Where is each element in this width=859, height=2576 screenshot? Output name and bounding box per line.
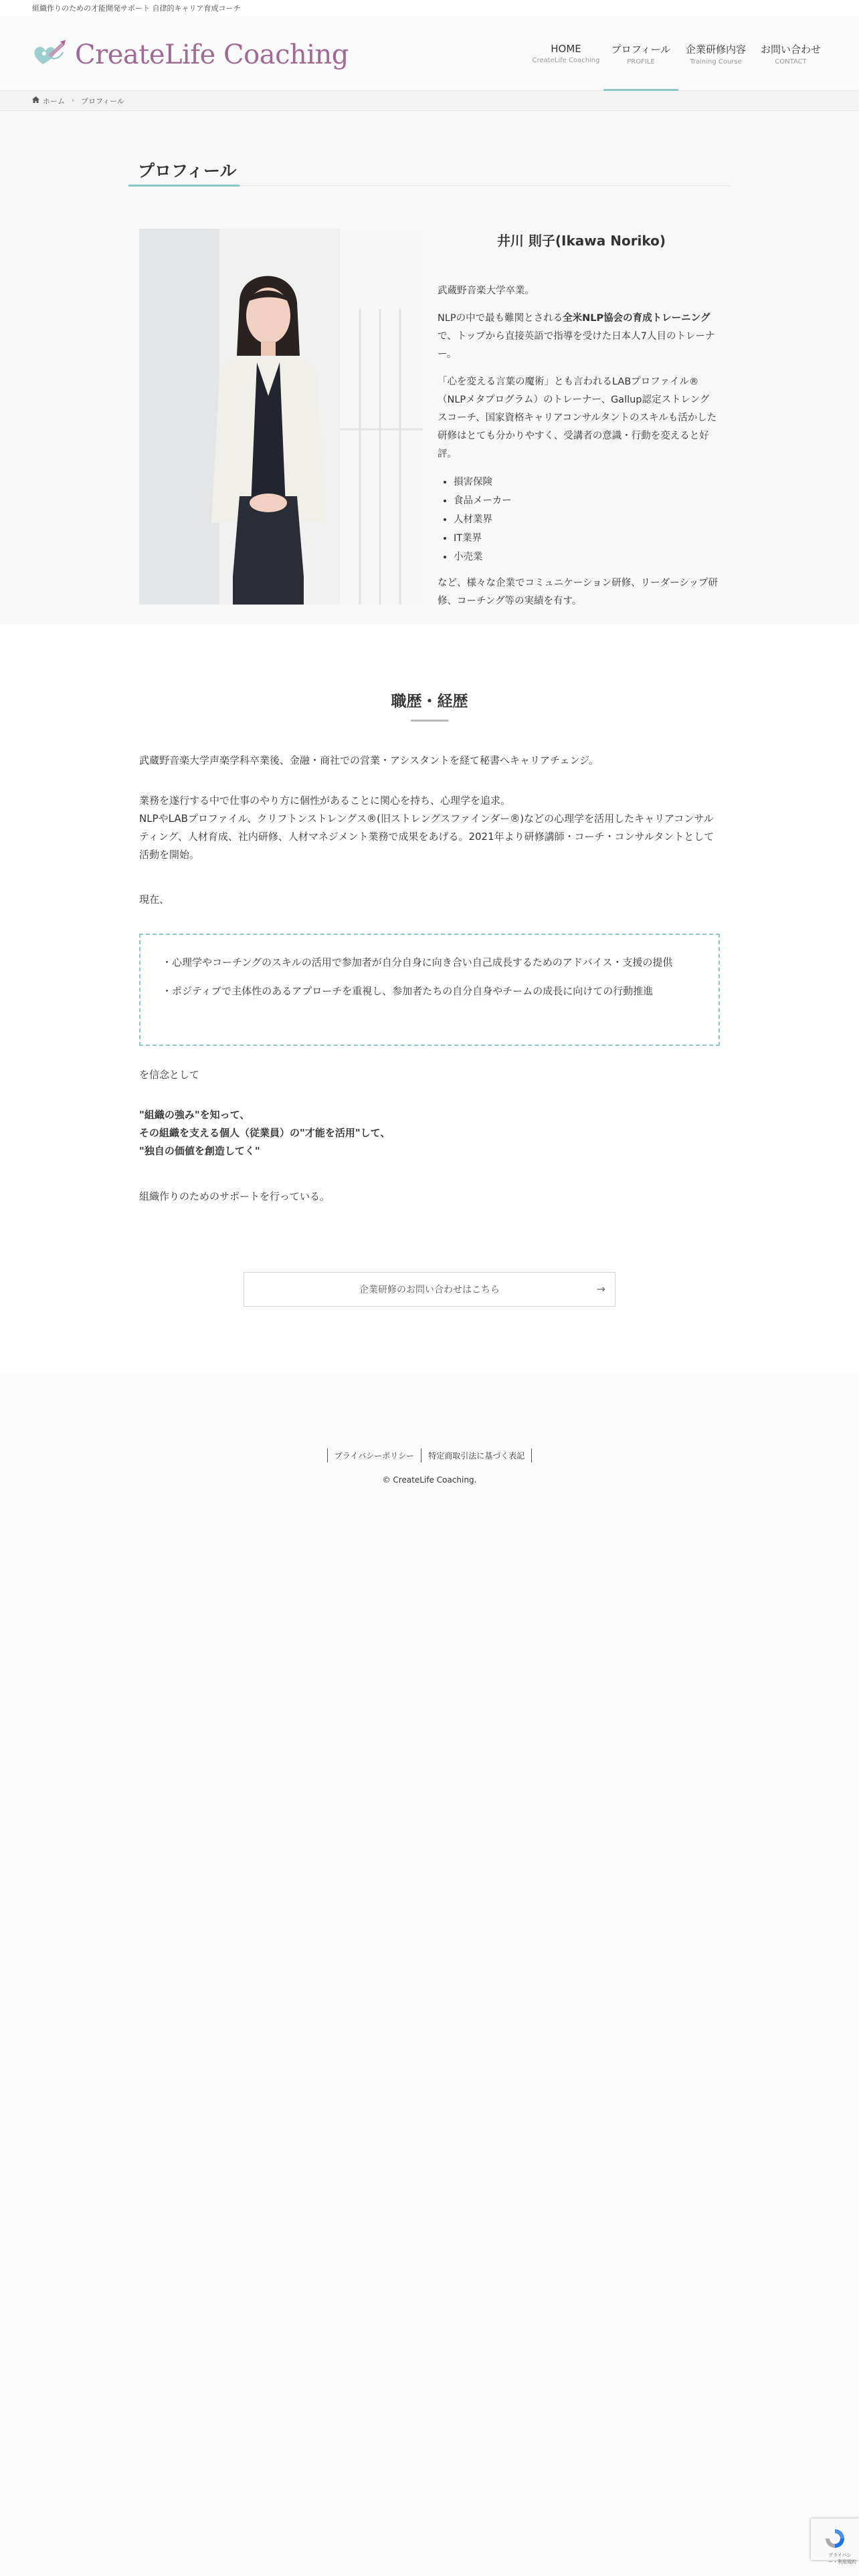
tagline: 組織作りのための才能開発サポート 自律的キャリア育成コーチ xyxy=(32,4,241,13)
nav-sublabel: PROFILE xyxy=(627,58,655,66)
profile-lab: 「心を変える言葉の魔術」とも言われるLABプロファイル®（NLPメタプログラム）のトレーナー、Gallup認定ストレングスコーチ、国家資格キャリアコンサルタントのスキルも活かした研修はとても分かりやすく、受講者の意識・行動を変えると好評。 xyxy=(438,377,717,459)
career-p3: 現在、 xyxy=(139,893,170,905)
title-underline xyxy=(128,185,240,187)
career-p2-line2: NLPやLABプロファイル、クリフトンストレングス®(旧ストレングスファインダー®)などの心理学を活用したキャリアコンサルティング、人材育成、社内研修、人材マネジメント業務で成果をあげる。2021年より研修講師・コーチ・コンサルタントとして活動を開始。 xyxy=(139,813,714,861)
breadcrumb xyxy=(0,91,859,111)
nav-training[interactable] xyxy=(678,16,753,91)
career-p2-line1: 業務を遂行する中で仕事のやり方に個性があることに関心を持ち、心理学を追求。 xyxy=(139,794,511,807)
bold-line: "独自の価値を創造してく" xyxy=(139,1145,260,1157)
recaptcha-icon xyxy=(823,2527,847,2551)
recaptcha-badge[interactable] xyxy=(811,2518,859,2565)
nav-contact[interactable] xyxy=(753,16,828,91)
top-tagline-bar xyxy=(0,0,859,16)
bold-text: 全米NLP協会の育成トレーニング xyxy=(563,313,710,324)
main-nav xyxy=(529,16,828,91)
logo-icon xyxy=(31,37,70,72)
nav-label: HOME xyxy=(551,43,581,55)
bold-line: その組織を支える個人（従業員）の"才能を活用"して、 xyxy=(139,1127,391,1139)
career-title-underline xyxy=(411,720,448,722)
career-p1: 武蔵野音楽大学声楽学科卒業後、金融・商社での営業・アシスタントを経て秘書へキャリアチェンジ。 xyxy=(139,754,599,766)
industry-list xyxy=(454,473,719,566)
nav-profile[interactable] xyxy=(603,16,678,91)
list-item: • 小売業 xyxy=(454,548,719,566)
page-title: プロフィール xyxy=(138,161,237,181)
profile-education: 武蔵野音楽大学卒業。 xyxy=(438,286,535,296)
text: NLPの中で最も難関とされる xyxy=(438,313,563,324)
nav-sublabel: CONTACT xyxy=(775,58,807,66)
career-p2 xyxy=(139,792,721,864)
nav-home[interactable] xyxy=(529,16,603,91)
profile-achievements: など、様々な企業でコミュニケーション研修、リーダーシップ研修、コーチング等の実績を有す。 xyxy=(438,578,719,607)
nav-label: 企業研修内容 xyxy=(685,43,746,56)
text: で、トップから直接英語で指導を受けた日本人7人目のトレーナー。 xyxy=(438,331,715,360)
list-item: • 損害保険 xyxy=(454,473,719,492)
commercial-law-link[interactable]: 特定商取引法に基づく表記 xyxy=(421,1448,532,1463)
nav-sublabel: Training Course xyxy=(690,58,742,66)
profile-nlp xyxy=(438,310,719,364)
career-bold-statement xyxy=(139,1106,721,1160)
nav-label: プロフィール xyxy=(611,43,671,56)
footer-links xyxy=(0,1448,859,1463)
list-item: • IT業界 xyxy=(454,529,719,548)
belief-item: ・ポジティブで主体性のあるアプローチを重視し、参加者たちの自分自身やチームの成長に向けての行動推進 xyxy=(162,985,654,997)
page-title-block xyxy=(128,155,731,186)
breadcrumb-current: プロフィール xyxy=(81,96,124,106)
profile-section-background xyxy=(0,111,859,625)
copyright: © CreateLife Coaching. xyxy=(382,1475,477,1485)
arrow-right-icon: → xyxy=(596,1283,605,1295)
logo-text: CreateLife Coaching xyxy=(75,39,349,70)
career-p4: を信念として xyxy=(139,1069,200,1081)
cta-label: 企業研修のお問い合わせはこちら xyxy=(359,1285,500,1295)
breadcrumb-home-link[interactable]: ホーム xyxy=(43,96,65,106)
list-item: • 食品メーカー xyxy=(454,492,719,510)
beliefs-box xyxy=(139,934,720,1046)
profile-photo-illustration xyxy=(139,229,423,605)
nav-sublabel: CreateLife Coaching xyxy=(532,57,600,64)
career-p5: 組織作りのためのサポートを行っている。 xyxy=(139,1190,330,1202)
privacy-policy-link[interactable]: プライバシーポリシー xyxy=(327,1448,421,1463)
belief-item: ・心理学やコーチングのスキルの活用で参加者が自分自身に向き合い自己成長するためのアドバイス・支援の提供 xyxy=(162,956,673,968)
profile-name: 井川 則子(Ikawa Noriko) xyxy=(496,233,666,249)
nav-label: お問い合わせ xyxy=(760,43,821,56)
recaptcha-text: プライバシー・利用規約 xyxy=(828,2553,856,2565)
home-icon xyxy=(32,96,39,105)
career-title: 職歴・経歴 xyxy=(391,693,468,710)
profile-photo xyxy=(139,229,423,605)
contact-cta-button[interactable] xyxy=(244,1272,615,1307)
chevron-right-icon: › xyxy=(72,97,74,104)
profile-text xyxy=(438,282,719,620)
list-item: • 人材業界 xyxy=(454,510,719,529)
site-header xyxy=(0,16,859,91)
site-logo[interactable] xyxy=(31,35,349,75)
bold-line: "組織の強み"を知って、 xyxy=(139,1109,250,1121)
